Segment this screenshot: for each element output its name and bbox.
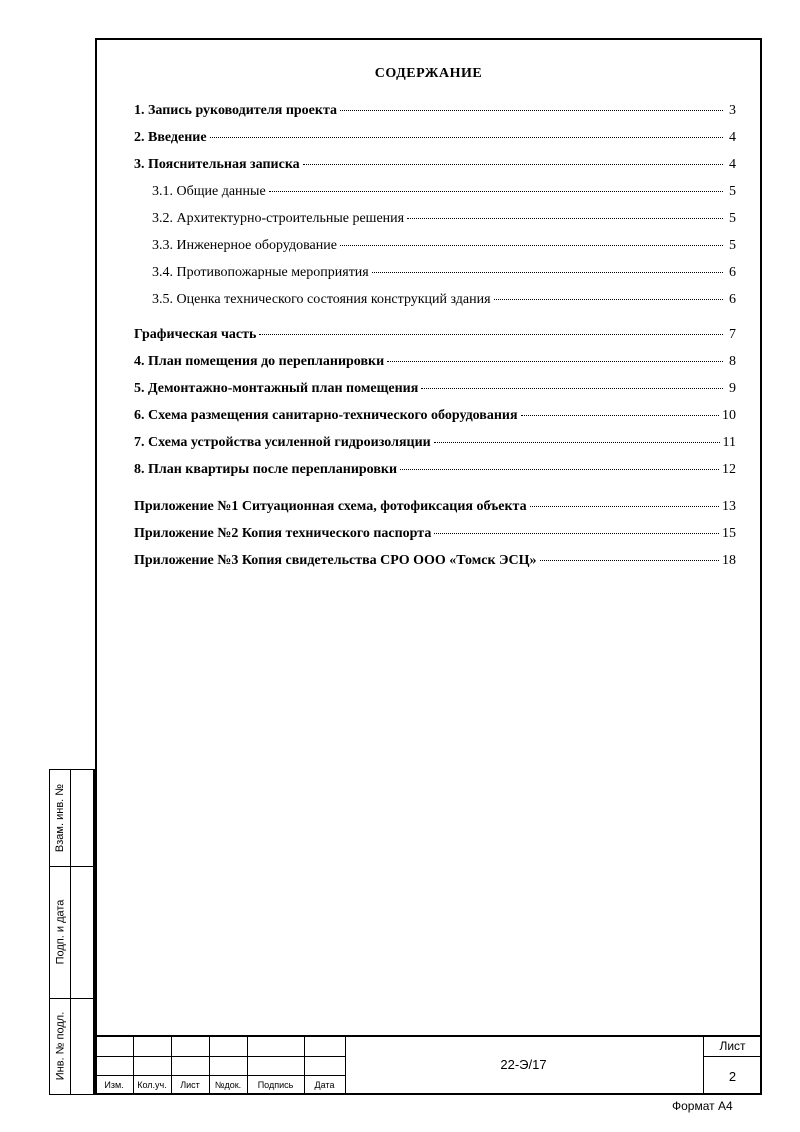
toc-leader-dots [434,532,719,534]
toc-item [134,130,736,146]
header-podpis: Подпись [257,1080,294,1090]
side-stamp-vzam: Взам. инв. № [54,783,66,853]
toc-item-page: 9 [729,381,736,396]
toc-leader-dots [494,298,723,300]
format-label: Формат А4 [672,1099,733,1113]
toc-item-page: 5 [729,211,736,226]
side-stamp [49,769,95,1095]
toc-item [152,211,736,227]
toc-item-page: 10 [722,408,736,423]
toc-item-page: 5 [729,184,736,199]
toc-item-page: 4 [729,130,736,145]
toc-item-label: 3.4. Противопожарные мероприятия [152,265,369,280]
toc-item-label: 3.2. Архитектурно-строительные решения [152,211,405,226]
toc-item-label: 5. Демонтажно-монтажный план помещения [134,381,419,396]
toc-item-page: 7 [729,327,736,342]
toc-item [134,553,736,569]
toc-leader-dots [421,387,723,389]
toc-item [134,499,736,515]
toc-item-page: 6 [729,265,736,280]
sheet-number: 2 [728,1069,737,1084]
toc-item-label: Приложение №3 Копия свидетельства СРО ООО «Томск ЭСЦ» [134,553,537,568]
header-data: Дата [314,1080,335,1090]
toc-item [152,238,736,254]
toc-item [134,157,736,173]
toc-item-label: 3.5. Оценка технического состояния конструкций здания [152,292,491,307]
toc-item [152,265,736,281]
header-list: Лист [180,1080,200,1090]
toc-leader-dots [530,505,719,507]
toc-leader-dots [400,468,719,470]
toc-item-label: Приложение №2 Копия технического паспорта [134,526,432,541]
header-kol: Кол.уч. [137,1080,167,1090]
side-stamp-inv: Инв. № подл. [54,1011,66,1081]
toc-item-page: 3 [729,103,736,118]
toc-leader-dots [340,244,723,246]
toc-item-page: 6 [729,292,736,307]
toc-item [152,292,736,308]
toc-item [134,103,736,119]
header-ndok: №док. [214,1080,242,1090]
toc-item-label: 8. План квартиры после перепланировки [134,462,398,477]
sheet-label: Лист [719,1039,746,1053]
toc-item-label: 6. Схема размещения санитарно-технического оборудования [134,408,518,423]
toc-item-label: Графическая часть [134,327,257,342]
toc-item-page: 4 [729,157,736,172]
toc-item-page: 11 [722,435,736,450]
toc-leader-dots [340,109,723,111]
toc-item-page: 8 [729,354,736,369]
toc-item [134,435,736,451]
toc-leader-dots [434,441,720,443]
toc-item-page: 12 [722,462,736,477]
toc-item-label: 4. План помещения до перепланировки [134,354,385,369]
toc-item [134,462,736,478]
page-title: СОДЕРЖАНИЕ [374,66,483,81]
toc-item-label: 3.3. Инженерное оборудование [152,238,337,253]
document-code: 22-Э/17 [500,1057,547,1072]
toc-item [134,381,736,397]
toc-item-page: 18 [722,553,736,568]
title-block [95,1035,762,1095]
side-stamp-podp: Подп. и дата [54,899,67,965]
toc-item-label: 1. Запись руководителя проекта [134,103,337,118]
toc-leader-dots [259,333,723,335]
toc-item [134,327,736,343]
toc-item [134,526,736,542]
toc-leader-dots [269,190,723,192]
toc-leader-dots [521,414,719,416]
toc-item-label: 7. Схема устройства усиленной гидроизоляции [134,435,431,450]
toc-item-page: 13 [722,499,736,514]
toc-leader-dots [540,559,719,561]
toc-leader-dots [407,217,723,219]
toc-item-label: 2. Введение [134,130,207,145]
toc-item [152,184,736,200]
toc-leader-dots [303,163,723,165]
toc-item [134,354,736,370]
toc-item [134,408,736,424]
toc-leader-dots [372,271,723,273]
toc-item-label: 3.1. Общие данные [152,184,266,199]
toc-item-label: Приложение №1 Ситуационная схема, фотофиксация объекта [134,499,527,514]
toc-item-label: 3. Пояснительная записка [134,157,300,172]
toc-leader-dots [210,136,723,138]
toc-item-page: 15 [722,526,736,541]
header-izm: Изм. [104,1080,124,1090]
toc-item-page: 5 [729,238,736,253]
toc-leader-dots [387,360,723,362]
